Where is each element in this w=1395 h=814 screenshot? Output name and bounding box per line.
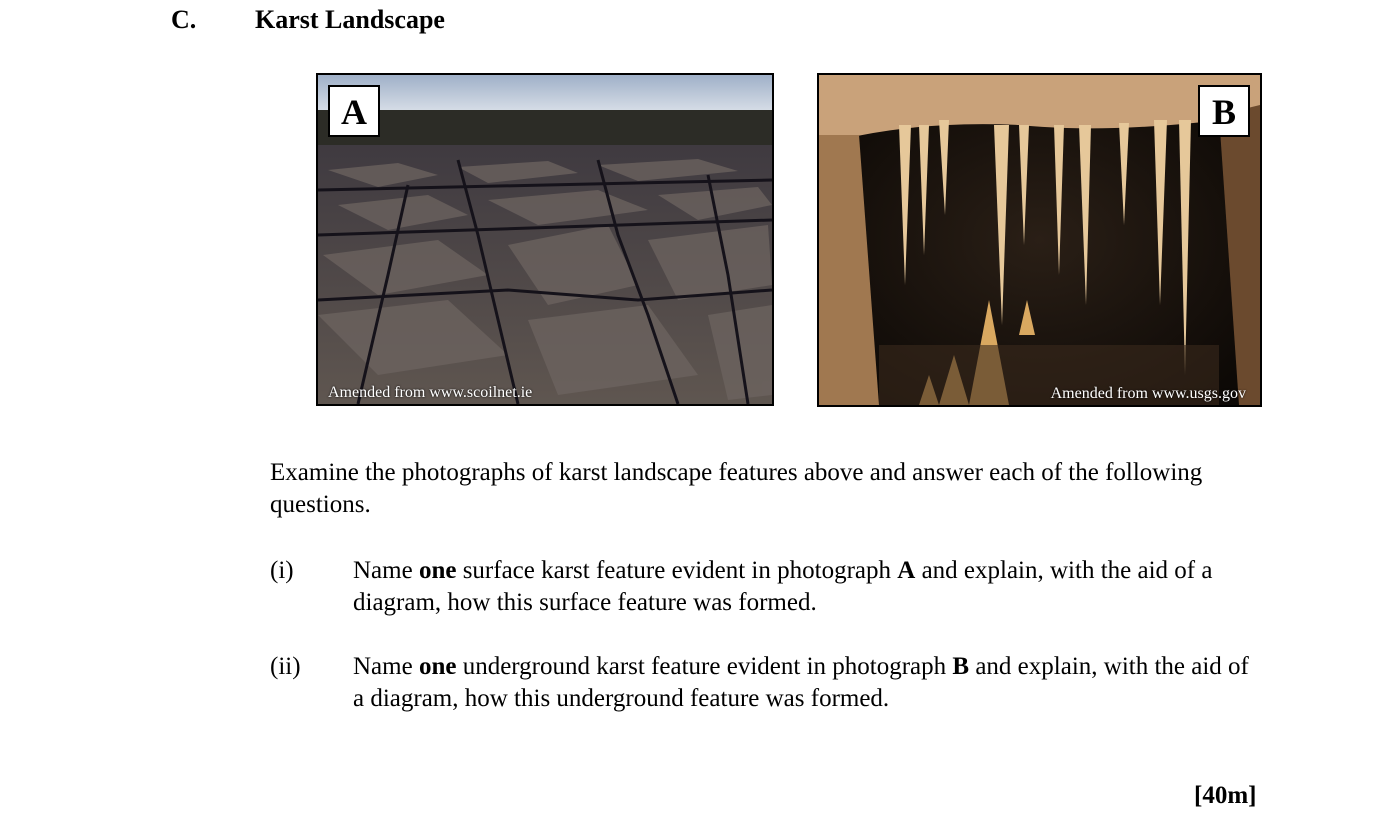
q2-part-4: and explain, with the aid of a diagram, how this underground feature was formed. [353, 653, 1249, 712]
q1-part-1: one [418, 557, 457, 584]
question-1-number: (i) [270, 557, 294, 584]
q1-part-2: surface karst feature evident in photograph [456, 557, 898, 584]
photo-b-cave [817, 73, 1262, 407]
q2-part-3: B [952, 653, 970, 680]
question-1-text [353, 555, 1253, 619]
section-title: Karst Landscape [255, 5, 445, 34]
q1-part-0: Name [353, 557, 419, 584]
marks-total: [40m] [1194, 782, 1257, 809]
q2-part-1: one [418, 653, 457, 680]
q1-part-4: and explain, with the aid of a diagram, how this surface feature was formed. [353, 557, 1213, 616]
q1-part-3: A [897, 557, 916, 584]
photo-a-credit: Amended from www.scoilnet.ie [328, 384, 533, 401]
photo-a-image [318, 75, 772, 404]
intro-text: Examine the photographs of karst landscape features above and answer each of the following questions. [270, 459, 1203, 518]
section-number: C. [171, 5, 197, 34]
photo-b-credit: Amended from www.usgs.gov [1050, 385, 1246, 402]
photo-b-image [819, 75, 1260, 405]
photo-b-label: B [1198, 85, 1250, 137]
q2-part-2: underground karst feature evident in photograph [456, 653, 953, 680]
photo-a-label: A [328, 85, 380, 137]
question-2-text [353, 651, 1253, 715]
photo-a-limestone-pavement [316, 73, 774, 406]
q2-part-0: Name [353, 653, 419, 680]
question-2-number: (ii) [270, 653, 301, 680]
